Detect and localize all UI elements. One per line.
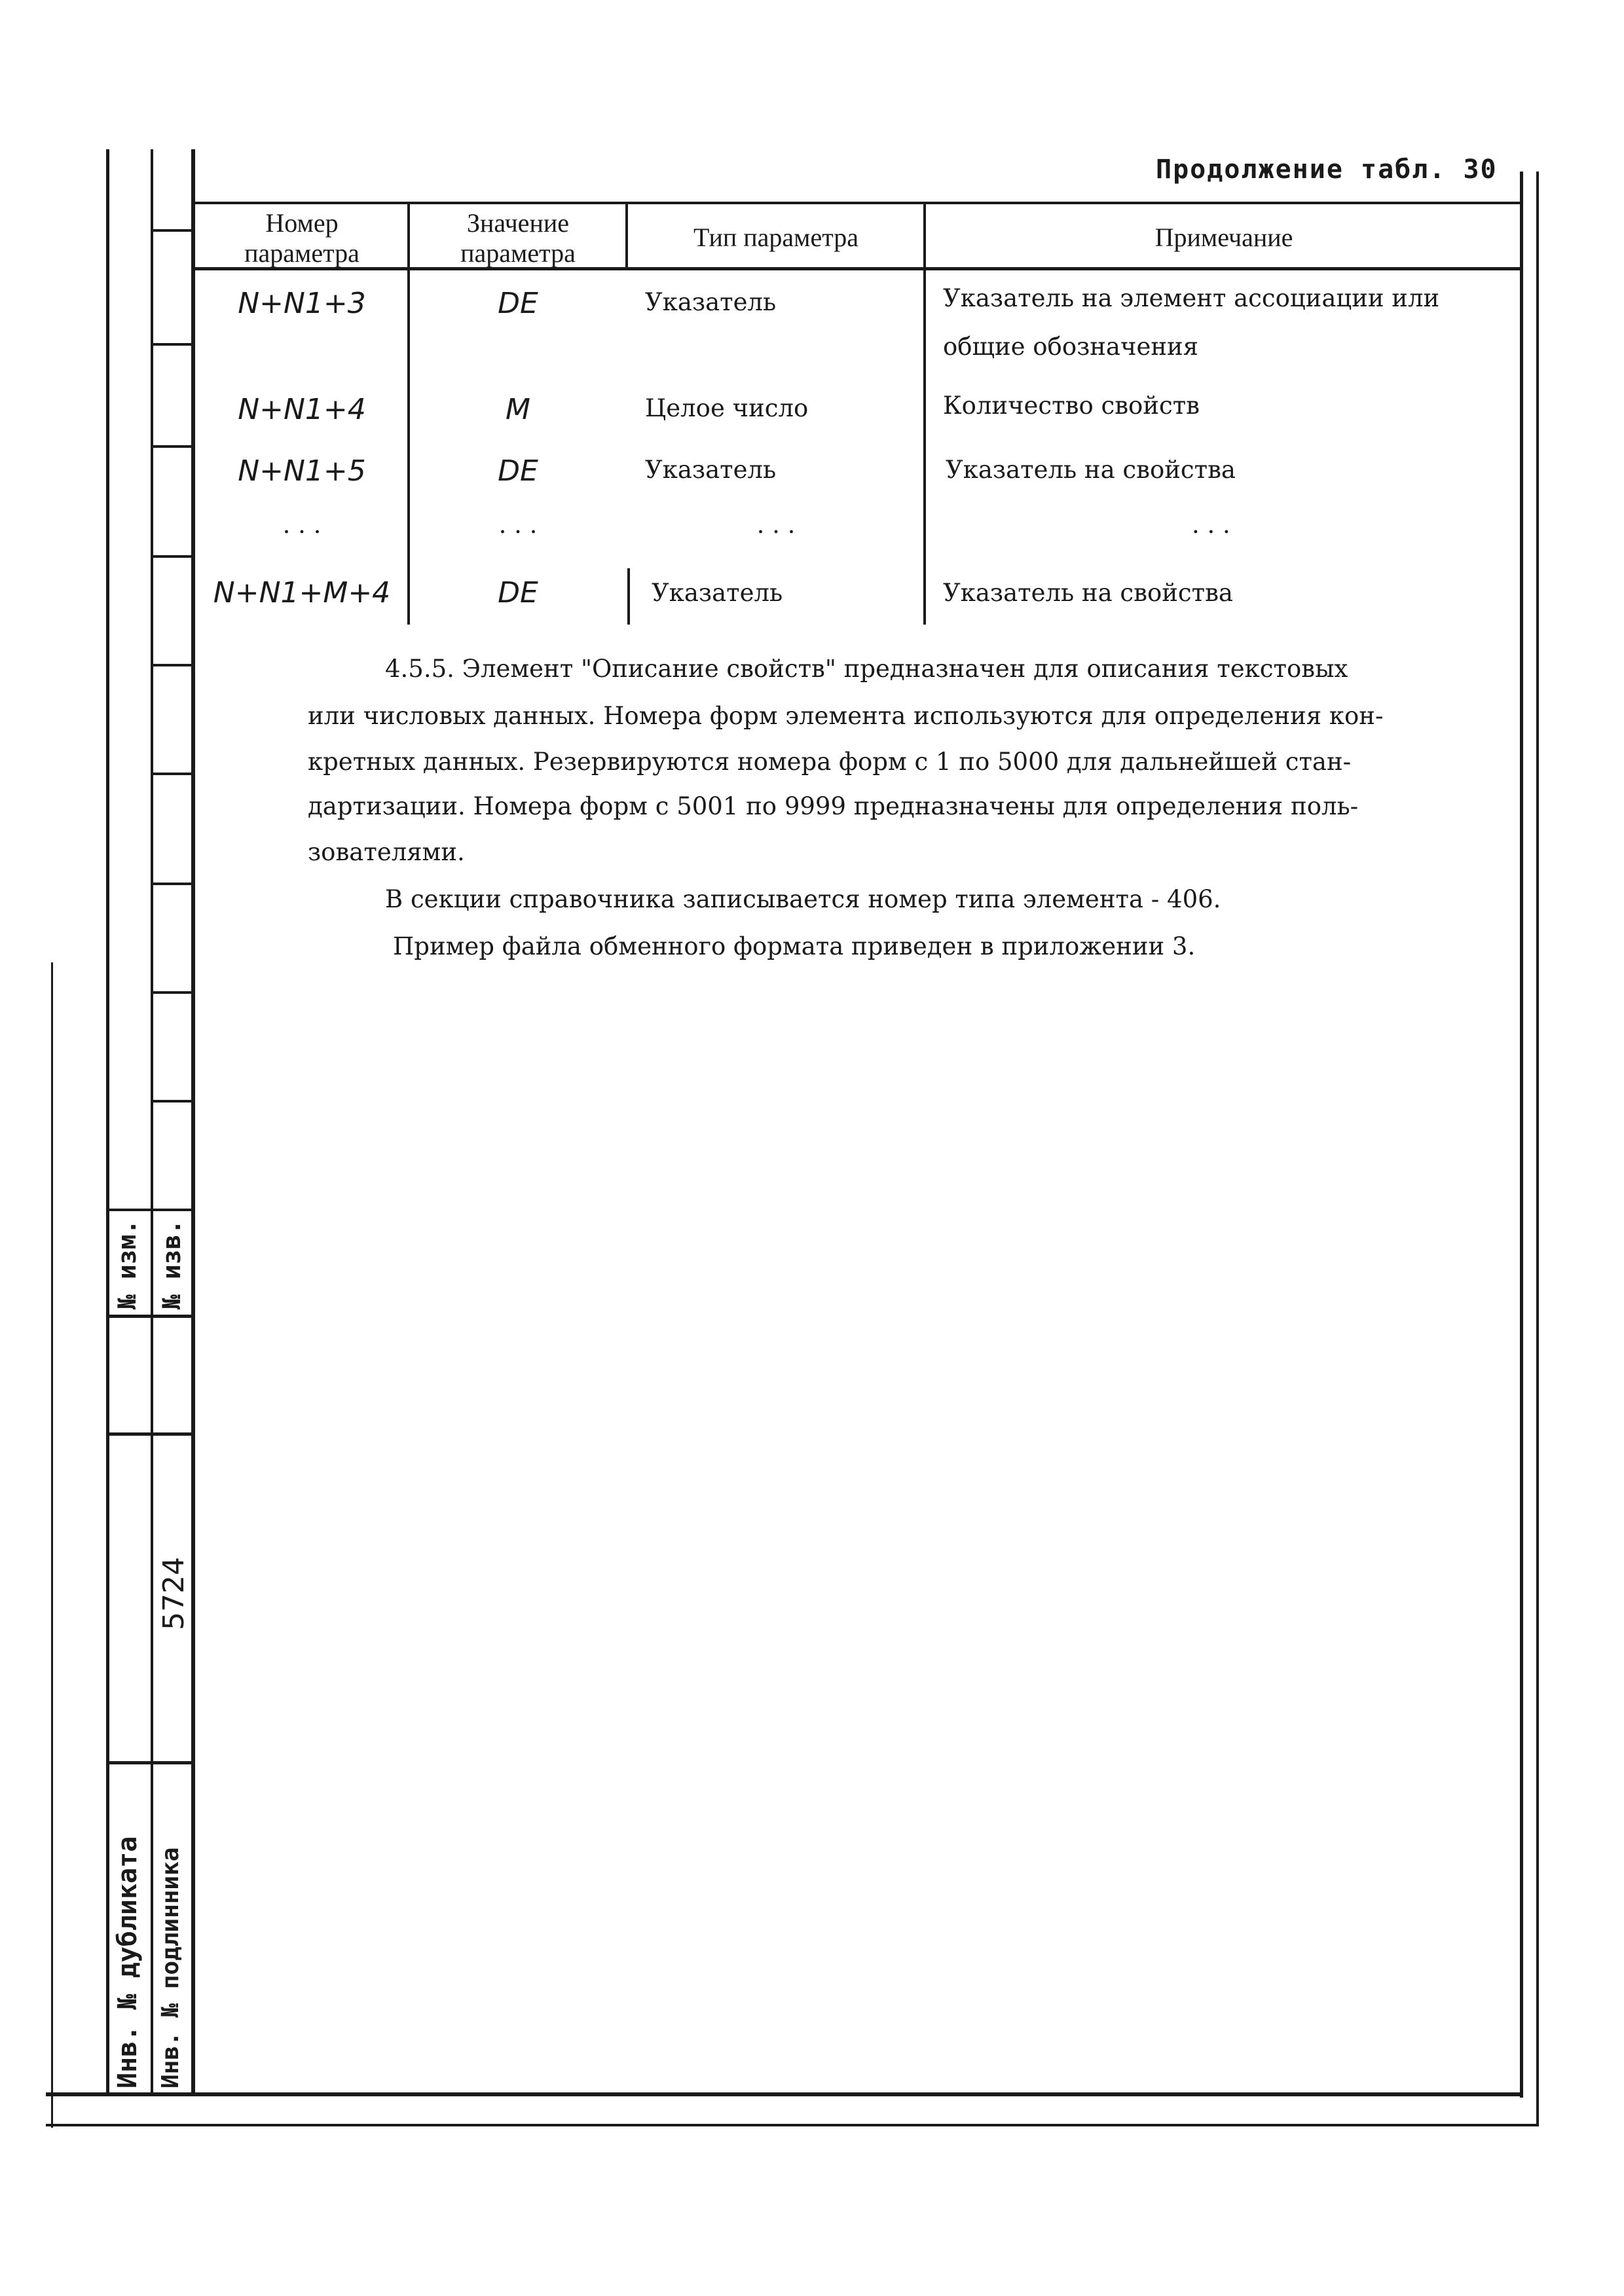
frame-left-outer-line: [106, 149, 109, 2094]
margin-line: [106, 1761, 194, 1764]
margin-line: [151, 445, 194, 448]
paragraph-line: В секции справочника записывается номер типа элемента - 406.: [385, 885, 1221, 913]
cell-type: Целое число: [645, 394, 809, 422]
margin-inv-number: 5724: [157, 1557, 191, 1630]
scan-artifact-line: [51, 962, 53, 2128]
cell-note: Указатель на свойства: [946, 456, 1236, 484]
frame-bottom-line: [46, 2092, 1523, 2096]
cell-value: DE: [498, 454, 538, 488]
header-note: Примечание: [1154, 223, 1293, 252]
cell-note: общие обозначения: [943, 333, 1199, 361]
paragraph-line: зователями.: [308, 838, 465, 866]
cell-note: . . .: [1192, 511, 1230, 539]
paragraph-line: кретных данных. Резервируются номера форм с 1 по 5000 для дальнейшей стан-: [308, 748, 1352, 776]
paragraph-line: Пример файла обменного формата приведен в приложении 3.: [393, 932, 1196, 960]
margin-inv-podlinnika-label: Инв. № подлинника: [157, 1847, 184, 2088]
cell-note: Количество свойств: [943, 392, 1200, 420]
cell-number: N+N1+4: [238, 393, 366, 426]
table-col-line: [627, 568, 630, 625]
margin-line: [106, 1209, 194, 1211]
table-col-line: [923, 202, 926, 625]
margin-line: [151, 991, 194, 994]
margin-line: [106, 1315, 194, 1318]
cell-number: N+N1+5: [238, 454, 366, 488]
cell-type: Указатель: [652, 579, 783, 607]
frame-outer-right-line: [1536, 172, 1539, 2126]
frame-left-inner-line: [191, 149, 195, 2094]
margin-line: [151, 229, 194, 232]
cell-type: Указатель: [645, 288, 777, 316]
header-type: Тип параметра: [693, 223, 858, 252]
margin-line: [151, 883, 194, 885]
cell-value: . . .: [498, 511, 538, 539]
cell-value: DE: [498, 576, 538, 610]
frame-left-mid-line: [151, 149, 153, 2094]
cell-value: M: [506, 393, 530, 426]
cell-number: . . .: [282, 511, 322, 539]
cell-type: Указатель: [645, 456, 777, 484]
frame-outer-bottom-line: [46, 2124, 1539, 2126]
paragraph-line: 4.5.5. Элемент "Описание свойств" предназначен для описания текстовых: [385, 655, 1348, 683]
margin-line: [151, 555, 194, 558]
margin-line: [151, 773, 194, 775]
cell-type: . . .: [756, 511, 796, 539]
paragraph-line: или числовых данных. Номера форм элемента используются для определения кон-: [308, 702, 1384, 730]
cell-number: N+N1+M+4: [213, 576, 391, 610]
margin-inv-dublikata-label: Инв. № дубликата: [113, 1836, 143, 2088]
margin-line: [151, 664, 194, 666]
cell-note: Указатель на свойства: [943, 579, 1233, 607]
cell-number: N+N1+3: [238, 287, 366, 320]
cell-value: DE: [498, 287, 538, 320]
cell-note: Указатель на элемент ассоциации или: [943, 284, 1440, 312]
margin-line: [151, 343, 194, 346]
table-caption: Продолжение табл. 30: [1156, 155, 1498, 185]
margin-izv-label: № изв.: [157, 1219, 186, 1309]
paragraph-line: дартизации. Номера форм с 5001 по 9999 предназначены для определения поль-: [308, 792, 1359, 820]
frame-right-line: [1520, 172, 1523, 2098]
margin-line: [151, 1100, 194, 1102]
margin-izm-label: № изм.: [113, 1219, 141, 1309]
table-top-line: [194, 202, 1522, 204]
header-value: Значение параметра: [460, 208, 576, 268]
header-number: Номер параметра: [244, 208, 360, 268]
margin-line: [106, 1432, 194, 1436]
